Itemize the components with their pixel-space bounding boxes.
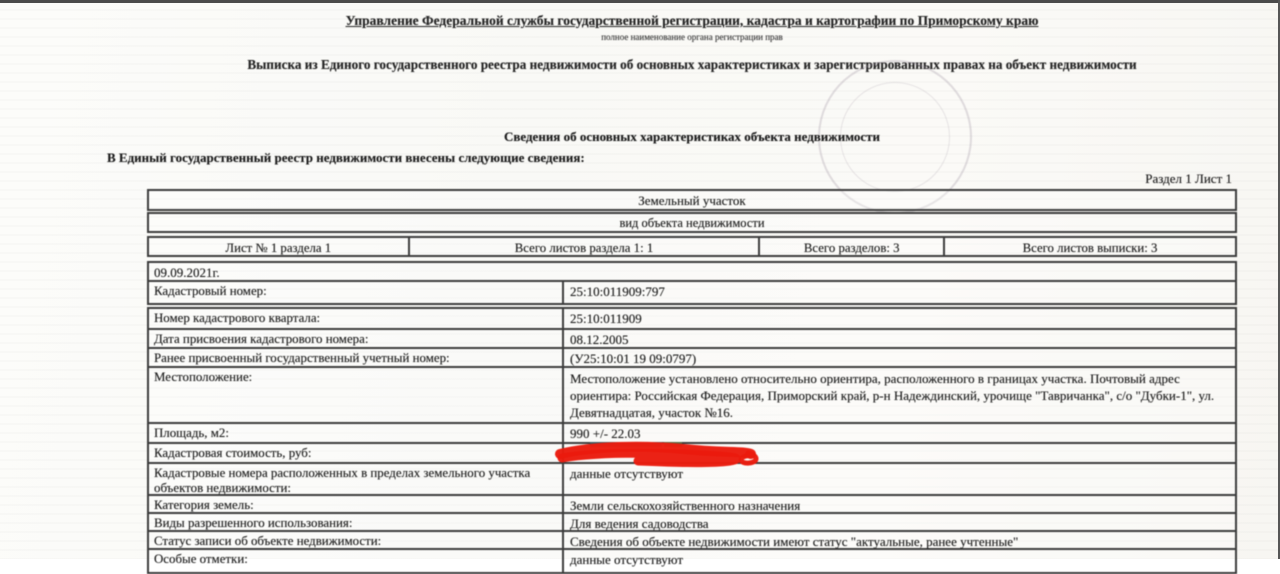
row-value: данные отсутствуют [562,550,1235,572]
intro-line: В Единый государственный реестр недвижимости внесены следующие сведения: [107,150,585,165]
row-value: 08.12.2005 [562,330,1235,347]
row-label: Виды разрешенного использования: [154,516,353,530]
document-header [104,13,1280,42]
table-row [149,514,1235,532]
table-row-cadastral-value [149,444,1235,464]
section-title: Сведения об основных характеристиках объекта недвижимости [503,129,881,144]
authority-caption: полное наименование органа регистрации прав [601,32,783,42]
object-type-caption: вид объекта недвижимости [619,216,765,230]
record-date: 09.09.2021г. [149,263,1235,282]
table-row [149,309,1235,330]
object-type-value-box [147,189,1237,211]
object-type-caption-box [147,212,1237,233]
object-type-value: Земельный участок [638,193,746,208]
row-value: Сведения об объекте недвижимости имеют статус "актуальные, ранее учтенные" [562,532,1235,548]
document-title: Выписка из Единого государственного реестра недвижимости об основных характеристиках и зарегистрированных правах на объект недвижимости [247,57,1137,72]
sheet-info-cell: Всего разделов: 3 [760,238,945,255]
row-label: Кадастровая стоимость, руб: [154,446,312,460]
row-value: 990 +/- 22.03 [562,424,1235,442]
row-label: Кадастровые номера расположенных в пределах земельного участка объектов недвижимости: [154,466,531,495]
sheet-info-cell: Всего листов раздела 1: 1 [410,238,761,255]
row-label: Категория земель: [154,498,254,512]
table-row [149,330,1235,349]
row-value: 25:10:011909 [562,309,1235,328]
row-value: Для ведения садоводства [562,514,1235,530]
characteristics-table [147,307,1237,574]
record-date-table [147,261,1237,305]
scan-edge-top [0,0,1280,3]
section-sheet-ref: Раздел 1 Лист 1 [1145,171,1232,186]
table-row [149,550,1235,572]
row-value: данные отсутствуют [562,464,1235,494]
row-label: Особые отметки: [154,552,248,566]
row-value: Земли сельскохозяйственного назначения [562,496,1235,512]
redacted-value-cell [562,444,1235,462]
table-row [149,349,1235,368]
row-label: Дата присвоения кадастрового номера: [154,332,369,346]
sheet-info-cell: Всего листов выписки: 3 [1022,241,1158,255]
row-label: Ранее присвоенный государственный учетный номер: [154,351,450,365]
row-value: Местоположение установлено относительно ориентира, расположенного в границах участка. Почтовый адрес ориентира: Российская Федерация, Приморский край, р-н Надеждинский, урочище "Тавричанка", с/о "Дубки-1", ул. Девятнадцатая, участок №16. [562,368,1235,422]
scribble-stroke [562,453,736,462]
registration-authority-name: Управление Федеральной службы государственной регистрации, кадастра и картографии по Приморскому краю [345,13,1039,28]
table-row [149,282,1235,303]
row-label: Местоположение: [154,370,253,384]
table-row [149,532,1235,550]
row-value: 25:10:011909:797 [562,282,1235,303]
row-label: Статус записи об объекте недвижимости: [154,534,382,548]
sheet-info-table [147,236,1237,257]
sheet-info-cell: Лист № 1 раздела 1 [149,238,410,255]
row-value: (У25:10:01 19 09:0797) [562,349,1235,366]
row-label: Номер кадастрового квартала: [154,311,321,325]
row-label: Кадастровый номер: [154,284,267,298]
table-row [149,464,1235,496]
table-row [149,496,1235,514]
row-label: Площадь, м2: [154,426,229,440]
table-row [149,368,1235,424]
